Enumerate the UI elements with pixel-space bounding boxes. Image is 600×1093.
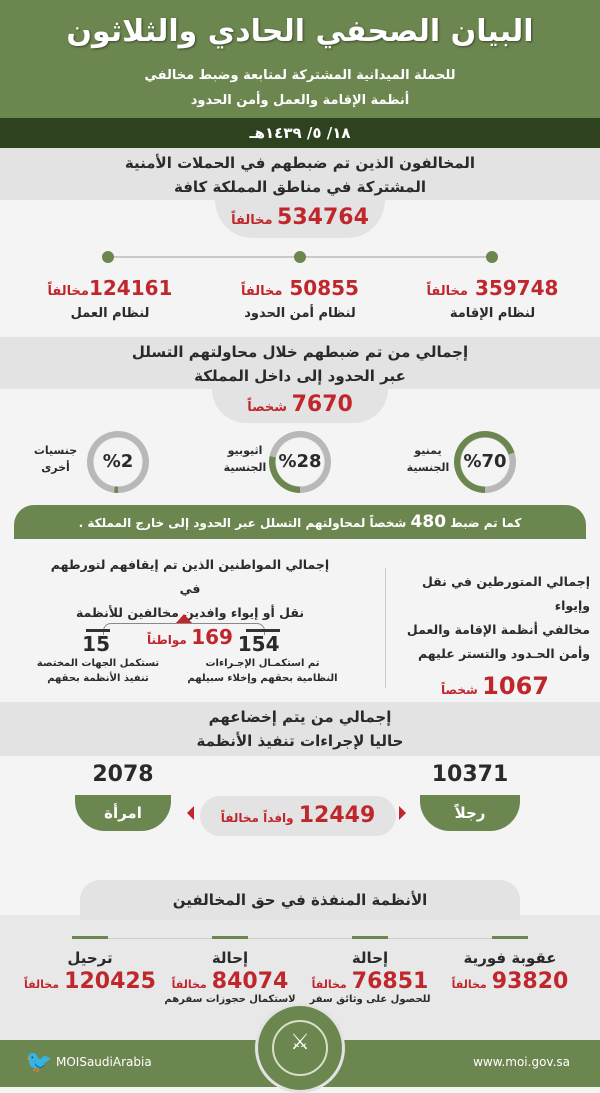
border-total bbox=[212, 389, 388, 423]
total-unit: وافداً مخالفاً bbox=[220, 811, 294, 825]
total-unit: مخالفاً bbox=[231, 213, 273, 228]
outbound-banner bbox=[14, 505, 586, 539]
penalties-heading: الأنظمة المنفذة في حق المخالفين bbox=[80, 880, 520, 920]
text: شخصاً لمحاولتهم التسلل عبر الحدود إلى خارج المملكة . bbox=[78, 516, 407, 530]
website-link[interactable]: www.moi.gov.sa bbox=[473, 1055, 570, 1069]
label-line: اثيوبيو bbox=[227, 444, 263, 457]
unit: مخالفاً bbox=[241, 284, 283, 299]
label-line: تم استكمـال الإجـراءات bbox=[205, 658, 320, 669]
penalty-item bbox=[20, 930, 160, 994]
violator-type-border bbox=[205, 276, 395, 321]
heading-line: إجمالي من يتم إخضاعهم bbox=[208, 708, 392, 726]
unit: مخالفاً bbox=[426, 284, 468, 299]
penalty-unit: مخالفاً bbox=[24, 978, 60, 991]
penalty-item bbox=[160, 930, 300, 1005]
penalty-unit: مخالفاً bbox=[311, 978, 347, 991]
nationality-ring bbox=[87, 431, 149, 493]
border-heading bbox=[0, 337, 600, 389]
violator-type-labor bbox=[20, 276, 200, 321]
procedures-heading bbox=[0, 702, 600, 756]
twitter-icon[interactable]: 🐦 bbox=[25, 1050, 53, 1075]
unit: شخصاً bbox=[441, 683, 478, 697]
penalty-value: 76851 bbox=[351, 969, 429, 994]
penalty-title: عقوبة فورية bbox=[463, 949, 557, 967]
penalty-bar bbox=[72, 936, 108, 939]
penalty-unit: مخالفاً bbox=[171, 978, 207, 991]
label: لنظام العمل bbox=[70, 306, 150, 321]
label-line: الجنسية bbox=[223, 461, 267, 474]
men-value: 10371 bbox=[431, 762, 509, 787]
penalty-bar bbox=[352, 936, 388, 939]
page-title: البيان الصحفي الحادي والثلاثون bbox=[66, 14, 534, 49]
twitter-handle[interactable]: MOISaudiArabia bbox=[56, 1055, 152, 1069]
text-line: إجمالي المواطنين الذين تم إيقافهم لتورطهم في bbox=[50, 557, 330, 596]
men-label: رجلاً bbox=[420, 795, 520, 831]
value: 359748 bbox=[474, 276, 559, 300]
dot-icon bbox=[294, 251, 306, 263]
date-bar: ١٨/ ٥/ ١٤٣٩هـ bbox=[0, 118, 600, 148]
percent-value: %70 bbox=[463, 451, 507, 472]
nationality-label bbox=[215, 442, 275, 476]
penalty-unit: مخالفاً bbox=[451, 978, 487, 991]
violators-total bbox=[215, 200, 385, 238]
women-label: امرأة bbox=[75, 795, 171, 831]
unit: مخالفاً bbox=[47, 284, 89, 299]
penalty-value: 84074 bbox=[211, 969, 289, 994]
heading-line: عبر الحدود إلى داخل المملكة bbox=[194, 367, 406, 385]
violator-type-residency bbox=[400, 276, 585, 321]
women-value: 2078 bbox=[92, 762, 154, 787]
penalty-note: للحصول على وثائق سفر bbox=[309, 994, 431, 1005]
nationality-label bbox=[28, 442, 83, 476]
subtitle-line-2: أنظمة الإقامة والعمل وأمن الحدود bbox=[190, 93, 410, 108]
value: 15 bbox=[86, 629, 110, 656]
total-value: 12449 bbox=[298, 803, 376, 828]
label-line: جنسيات bbox=[33, 444, 78, 457]
arrow-left-icon bbox=[187, 806, 194, 820]
nationality-label bbox=[398, 442, 458, 476]
penalty-note: لاستكمال حجوزات سفرهم bbox=[164, 994, 296, 1005]
value: 50855 bbox=[289, 276, 359, 300]
penalty-item bbox=[300, 930, 440, 1005]
nationality-ring bbox=[454, 431, 516, 493]
header bbox=[0, 0, 600, 118]
procedures-total bbox=[200, 796, 396, 836]
outbound-value: 480 bbox=[410, 512, 447, 532]
arrow-right-icon bbox=[399, 806, 406, 820]
label-line: تستكمل الجهات المختصة bbox=[36, 658, 160, 669]
penalty-value: 93820 bbox=[491, 969, 569, 994]
value: 169 bbox=[191, 625, 233, 649]
heading-line: المشتركة في مناطق المملكة كافة bbox=[173, 178, 427, 196]
text-line: إجمالي المتورطين في نقل وإيواء bbox=[421, 574, 590, 613]
dot-icon bbox=[486, 251, 498, 263]
citizens-released bbox=[175, 629, 350, 686]
label-line: يمنيو bbox=[414, 444, 442, 457]
penalty-item bbox=[440, 930, 580, 994]
penalty-title: إحالة bbox=[351, 949, 389, 967]
value: 1067 bbox=[482, 672, 549, 700]
text-line: وأمن الحـدود والتستر عليهم bbox=[417, 646, 590, 661]
text-line: نقل أو إيواء وافدين مخالفين للأنظمة bbox=[75, 605, 305, 620]
unit: مواطناً bbox=[147, 633, 187, 647]
subtitle-line-1: للحملة الميدانية المشتركة لمتابعة وضبط مخالفي bbox=[144, 68, 456, 83]
violators-heading bbox=[0, 148, 600, 200]
triangle-icon bbox=[176, 614, 192, 623]
total-value: 7670 bbox=[291, 392, 353, 417]
heading-line: إجمالي من تم ضبطهم خلال محاولتهم التسلل bbox=[131, 343, 469, 361]
heading-line: المخالفون الذين تم ضبطهم في الحملات الأمنية bbox=[124, 154, 476, 172]
total-value: 534764 bbox=[277, 205, 369, 230]
text: كما تم ضبط bbox=[450, 516, 522, 530]
penalty-title: ترحيل bbox=[67, 949, 113, 967]
value: 154 bbox=[246, 629, 280, 656]
percent-value: %28 bbox=[278, 451, 322, 472]
divider bbox=[385, 568, 386, 688]
label-line: تنفيذ الأنظمة بحقهم bbox=[47, 673, 149, 684]
percent-value: %2 bbox=[102, 451, 134, 472]
penalty-bar bbox=[492, 936, 528, 939]
text-line: مخالفي أنظمة الإقامة والعمل bbox=[406, 622, 590, 637]
citizens-pending bbox=[28, 629, 168, 686]
label: لنظام أمن الحدود bbox=[244, 306, 356, 321]
heading-line: حاليا لإجراءات تنفيذ الأنظمة bbox=[196, 732, 404, 750]
label-line: أخرى bbox=[41, 461, 70, 474]
total-unit: شخصاً bbox=[247, 400, 288, 415]
label: لنظام الإقامة bbox=[449, 306, 536, 321]
penalty-bar bbox=[212, 936, 248, 939]
value: 124161 bbox=[88, 276, 173, 300]
dot-icon bbox=[102, 251, 114, 263]
penalty-value: 120425 bbox=[64, 969, 156, 994]
harboring-block bbox=[400, 570, 590, 702]
nationality-ring bbox=[269, 431, 331, 493]
label-line: الجنسية bbox=[406, 461, 450, 474]
ministry-emblem-icon: ⚔ bbox=[255, 1003, 345, 1093]
penalty-title: إحالة bbox=[211, 949, 249, 967]
label-line: النظامية بحقهم وإخلاء سبيلهم bbox=[187, 673, 338, 684]
